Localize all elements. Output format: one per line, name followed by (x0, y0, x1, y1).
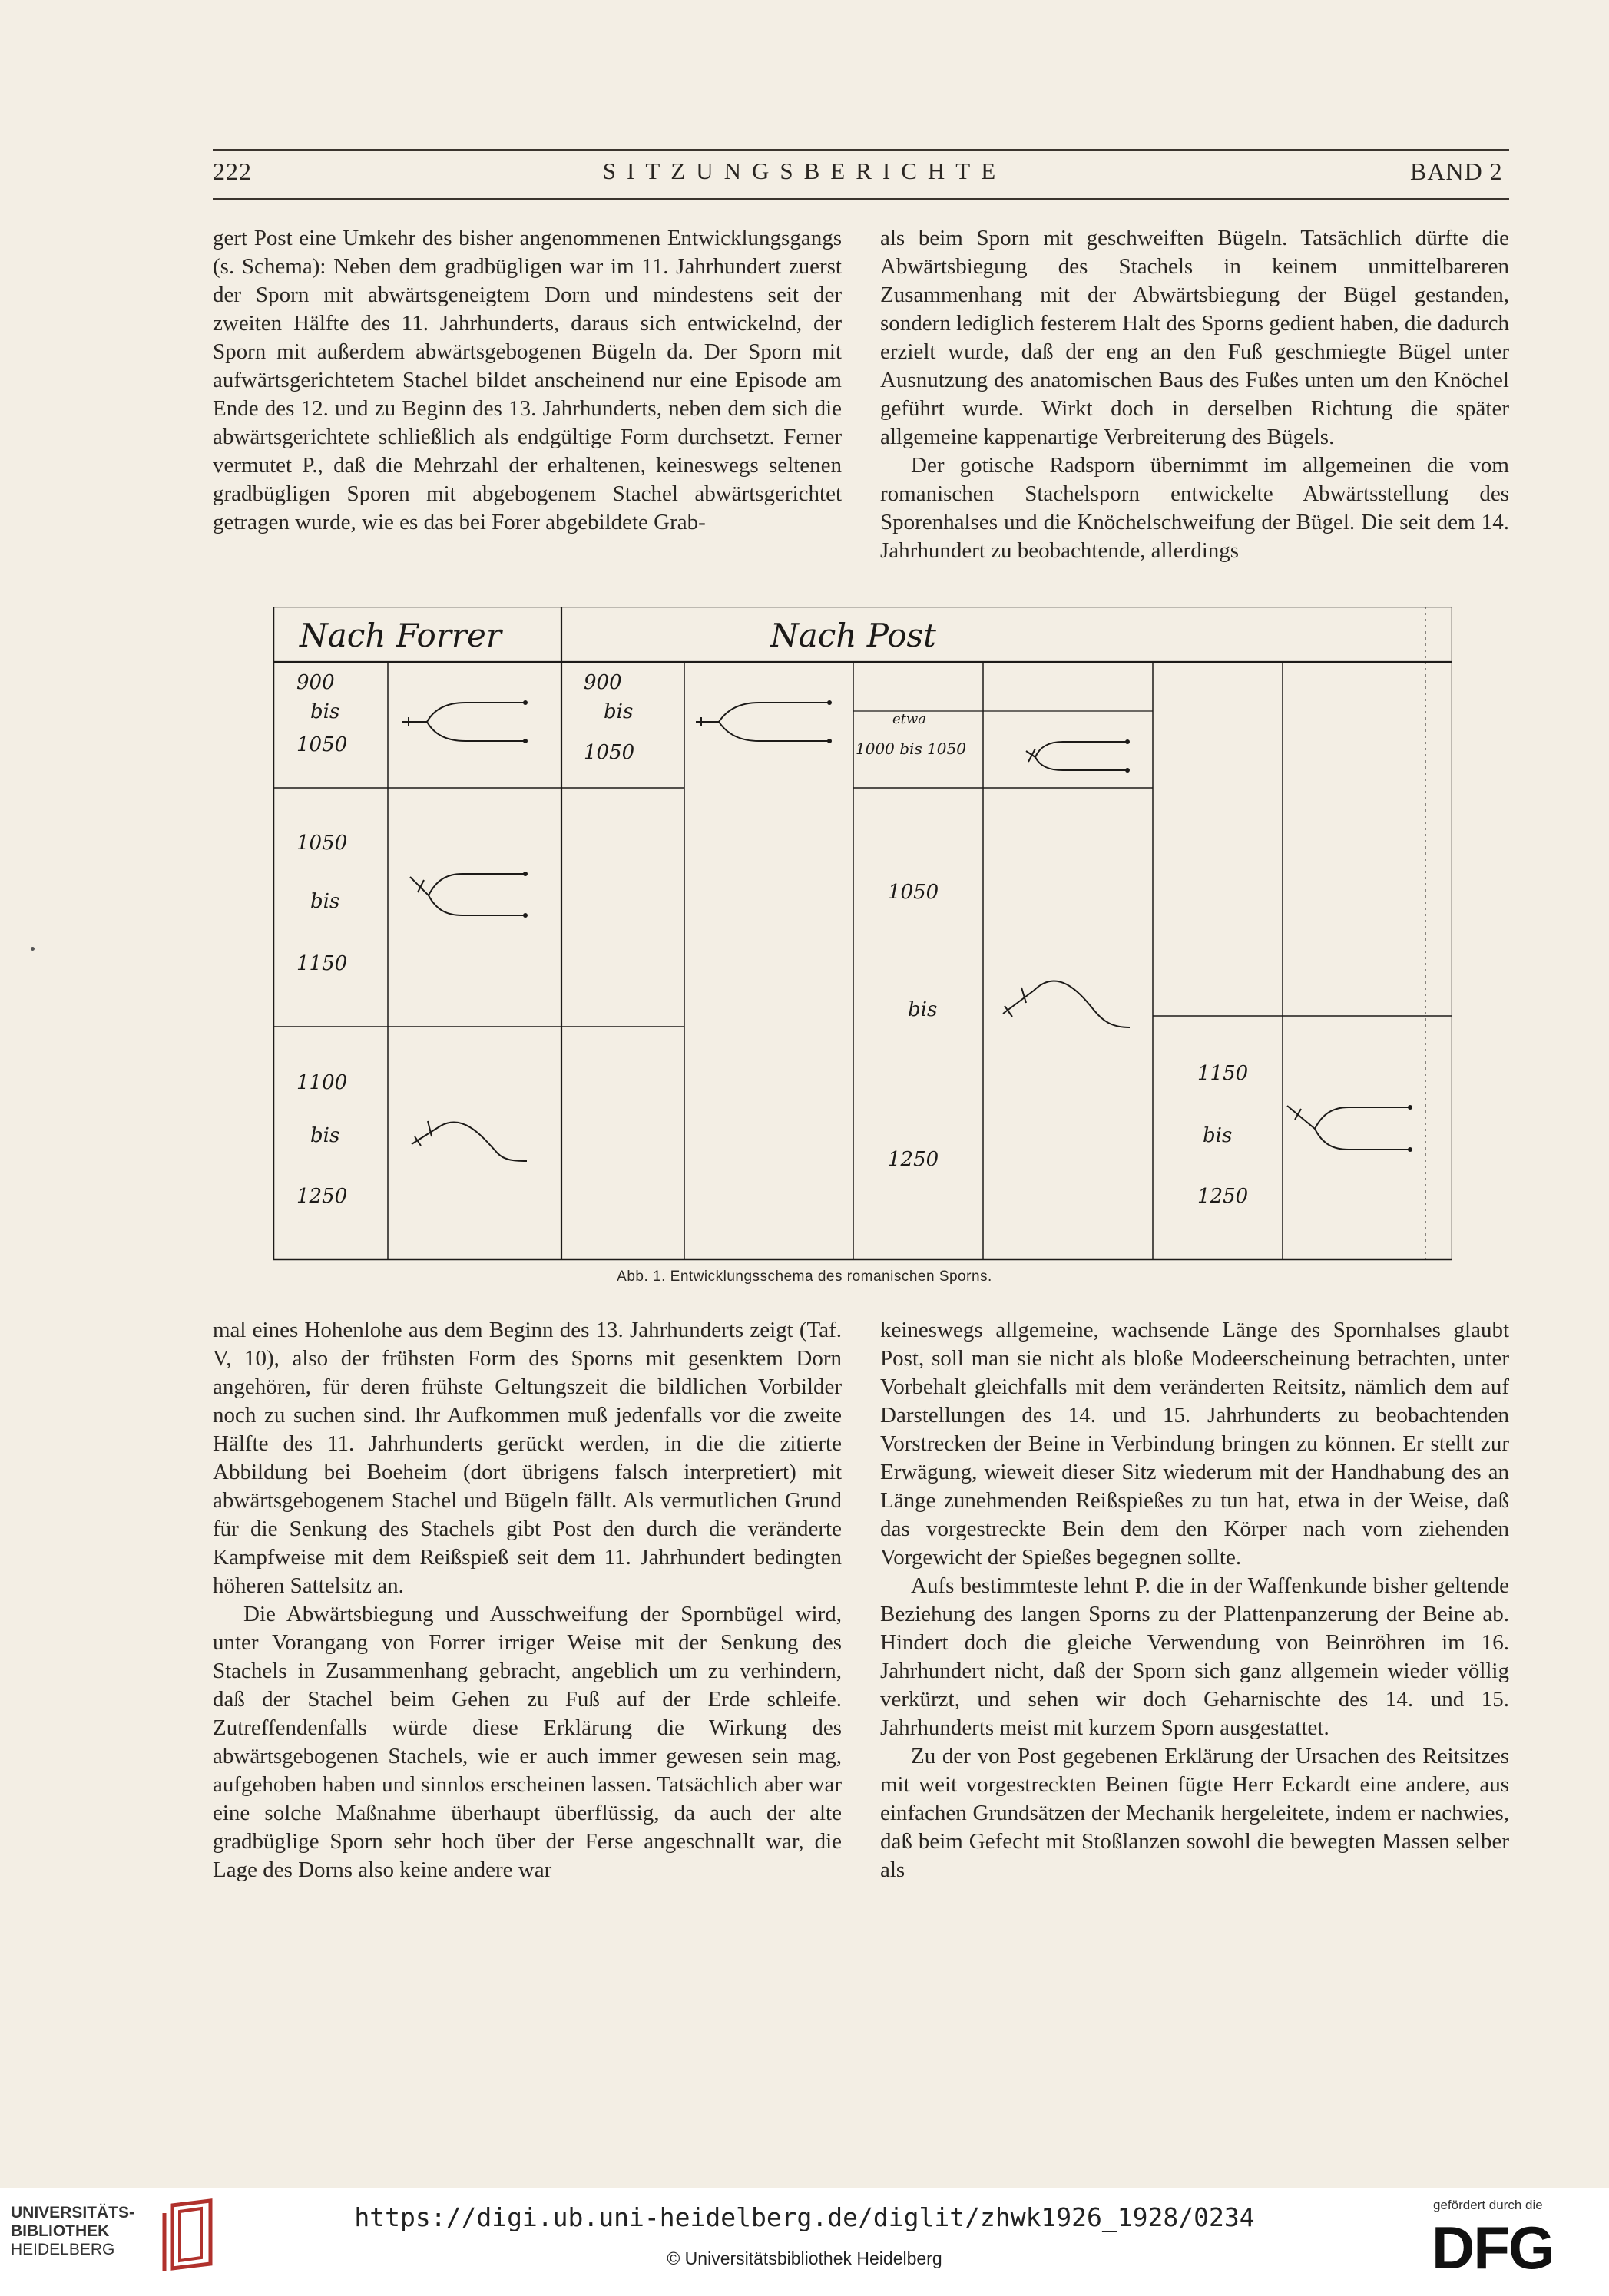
funding-label: gefördert durch die (1433, 2198, 1543, 2212)
development-scheme-figure (273, 607, 1452, 1267)
label-post-1-bis: bis (604, 700, 634, 723)
label-post-3-bis: bis (908, 998, 938, 1021)
margin-mark (31, 947, 35, 951)
text-column-top-right (880, 224, 1509, 565)
label-forrer-1-from: 900 (296, 671, 335, 694)
library-name-line1: UNIVERSITÄTS- (11, 2204, 135, 2222)
dfg-logo: DFG (1432, 2214, 1554, 2281)
label-post-3-from: 1050 (888, 881, 939, 904)
label-forrer-3-from: 1100 (296, 1071, 348, 1094)
paragraph: als beim Sporn mit geschweiften Bügeln. Tatsächlich dürfte die Abwärtsbiegung des Stachels in keinem unmittelbareren Zusammenhang mit der Abwärtsbiegung der Bügel gestanden, sondern lediglich festerem Halt des Sporns gedient haben, die dadurch erzielt wurde, daß der eng an den Fuß geschmiegte Bügel unter Ausnutzung des anatomischen Baus des Fußes unten um den Knöchel geführt wurde. Wirkt doch in derselben Richtung die später allgemeine kappenartige Verbreiterung des Bügels. (880, 226, 1509, 449)
figure-caption: Abb. 1. Entwicklungsschema des romanischen Sporns. (617, 1269, 992, 1285)
library-name-line3: HEIDELBERG (11, 2241, 115, 2258)
header-top-rule (213, 149, 1509, 151)
label-forrer-3-bis: bis (310, 1124, 340, 1147)
header-bottom-rule (213, 198, 1509, 200)
spur-curved-bow-post (1287, 1105, 1412, 1152)
label-forrer-3-to: 1250 (296, 1185, 348, 1208)
header-nach-post: Nach Post (770, 617, 936, 654)
paragraph: keineswegs allgemeine, wachsende Länge des Spornhalses glaubt Post, soll man sie nicht als bloße Modeerscheinung betrachten, unter Vorbehalt gleichfalls mit dem veränderten Reitsitz, nämlich dem auf Darstellungen des 14. und 15. Jahrhunderts zu beobachtenden Vorstrecken der Beine in Verbindung bringen zu können. Er stellt zur Erwägung, wieweit dieser Sitz wiederum mit der Handhabung des an Länge zunehmenden Reißspießes zu tun hat, etwa in der Weise, daß das vorgestreckte Bein dem den Körper nach vorn ziehenden Vorgewicht der Spießes begegnen sollte. (880, 1318, 1509, 1570)
spur-curved-post (1003, 981, 1130, 1027)
running-title: SITZUNGSBERICHTE (602, 157, 1007, 184)
paragraph: mal eines Hohenlohe aus dem Beginn des 13. Jahrhunderts zeigt (Taf. V, 10), also der frühsten Form des Sporns mit gesenktem Dorn angehören, für deren frühste Geltungszeit die bildlichen Vorbilder noch zu suchen sind. Ihr Aufkommen muß jedenfalls vor die zweite Hälfte des 11. Jahrhunderts gerückt werden, in die die zitierte Abbildung bei Boeheim (dort übrigens falsch interpretiert) mit abwärtsgebogenem Stachel und Bügeln fällt. Als vermutlichen Grund für die Senkung des Stachels gibt Post den durch die veränderte Kampfweise mit dem Reißspieß seit dem 11. Jahrhundert bedingten höheren Sattelsitz an. (213, 1318, 842, 1598)
label-post-3-to: 1250 (888, 1148, 939, 1171)
label-forrer-1-bis: bis (310, 700, 340, 723)
label-post-2-range: 1000 bis 1050 (856, 739, 966, 758)
paragraph: gert Post eine Umkehr des bisher angenommenen Entwicklungsgangs (s. Schema): Neben dem gradbügligen war im 11. Jahrhundert zuerst der Sporn mit abwärtsgeneigtem Dorn und mindestens seit der zweiten Hälfte des 11. Jahrhunderts, daraus sich entwickelnd, der Sporn mit außerdem abwärtsgebogenen Bügeln da. Der Sporn mit aufwärtsgerichtetem Stachel bildet anscheinend nur eine Episode am Ende des 12. und zu Beginn des 13. Jahrhunderts, neben dem sich die abwärtsgerichtete schließlich als endgültige Form durchsetzt. Ferner vermutet P., daß die Mehrzahl der erhaltenen, keineswegs seltenen gradbügligen Sporen mit abgebogenem Stachel abwärtsgerichtet getragen wurde, wie es das bei Forer abgebildete Grab- (213, 226, 842, 534)
spur-downward-forrer (410, 872, 528, 918)
label-post-4-to: 1250 (1197, 1185, 1249, 1208)
permalink-url[interactable]: https://digi.ub.uni-heidelberg.de/diglit/zhwk1926_1928/0234 (354, 2202, 1255, 2232)
label-post-4-bis: bis (1203, 1124, 1233, 1147)
text-column-bottom-right (880, 1316, 1509, 1884)
label-forrer-2-bis: bis (310, 890, 340, 913)
spur-straight-post (696, 700, 832, 743)
label-post-1-to: 1050 (584, 741, 635, 764)
page-number: 222 (213, 157, 252, 185)
library-name-line2: BIBLIOTHEK (11, 2222, 110, 2240)
label-post-1-from: 900 (584, 671, 622, 694)
text-column-top-left (213, 224, 842, 537)
label-post-4-from: 1150 (1197, 1062, 1249, 1085)
label-forrer-2-to: 1150 (296, 952, 348, 975)
header-nach-forrer: Nach Forrer (300, 617, 502, 654)
text-column-bottom-left (213, 1316, 842, 1884)
spur-tilted-post (1026, 739, 1130, 773)
paragraph: Der gotische Radsporn übernimmt im allgemeinen die vom romanischen Stachelsporn entwickelte Abwärtsstellung des Sporenhalses und die Knöchelschweifung der Bügel. Die seit dem 14. Jahrhundert zu beobachtende, allerdings (880, 453, 1509, 563)
spur-curved-forrer (412, 1121, 527, 1161)
paragraph: Aufs bestimmteste lehnt P. die in der Waffenkunde bisher geltende Beziehung des langen Sporns zu der Plattenpanzerung der Beine ab. Hindert doch die gleiche Verwendung von Beinröhren im 16. Jahrhundert nicht, daß der Sporn sich ganz allgemein wieder völlig verkürzt, und sehen wir doch Geharnischte des 14. und 15. Jahrhunderts meist mit kurzem Sporn ausgestattet. (880, 1573, 1509, 1740)
label-forrer-2-from: 1050 (296, 832, 348, 855)
label-post-2-etwa: etwa (892, 711, 927, 727)
paragraph: Die Abwärtsbiegung und Ausschweifung der Spornbügel wird, unter Vorangang von Forrer irriger Weise mit der Senkung des Stachels in Zusammenhang gebracht, angeblich um zu verhindern, daß der Stachel beim Gehen zu Fuß auf der Erde schleife. Zutreffendenfalls würde diese Erklärung die Wirkung des abwärtsgebogenen Stachels, wie er auch immer gewesen sein mag, aufgehoben haben und sinnlos erscheinen lassen. Tatsächlich aber war eine solche Maßnahme überhaupt überflüssig, da auch der alte gradbüglige Sporn sehr hoch über der Ferse angeschnallt war, die Lage des Dorns also keine andere war (213, 1602, 842, 1882)
spur-straight-forrer (402, 700, 528, 743)
copyright-notice: © Universitätsbibliothek Heidelberg (667, 2248, 942, 2268)
volume-label: BAND 2 (1410, 157, 1503, 185)
paragraph: Zu der von Post gegebenen Erklärung der Ursachen des Reitsitzes mit weit vorgestreckten Beinen fügte Herr Eckardt eine andere, aus einfachen Grundsätzen der Mechanik hergeleitete, indem er nachwies, daß beim Gefecht mit Stoßlanzen sowohl die bewegten Massen selber als (880, 1744, 1509, 1882)
label-forrer-1-to: 1050 (296, 733, 348, 756)
